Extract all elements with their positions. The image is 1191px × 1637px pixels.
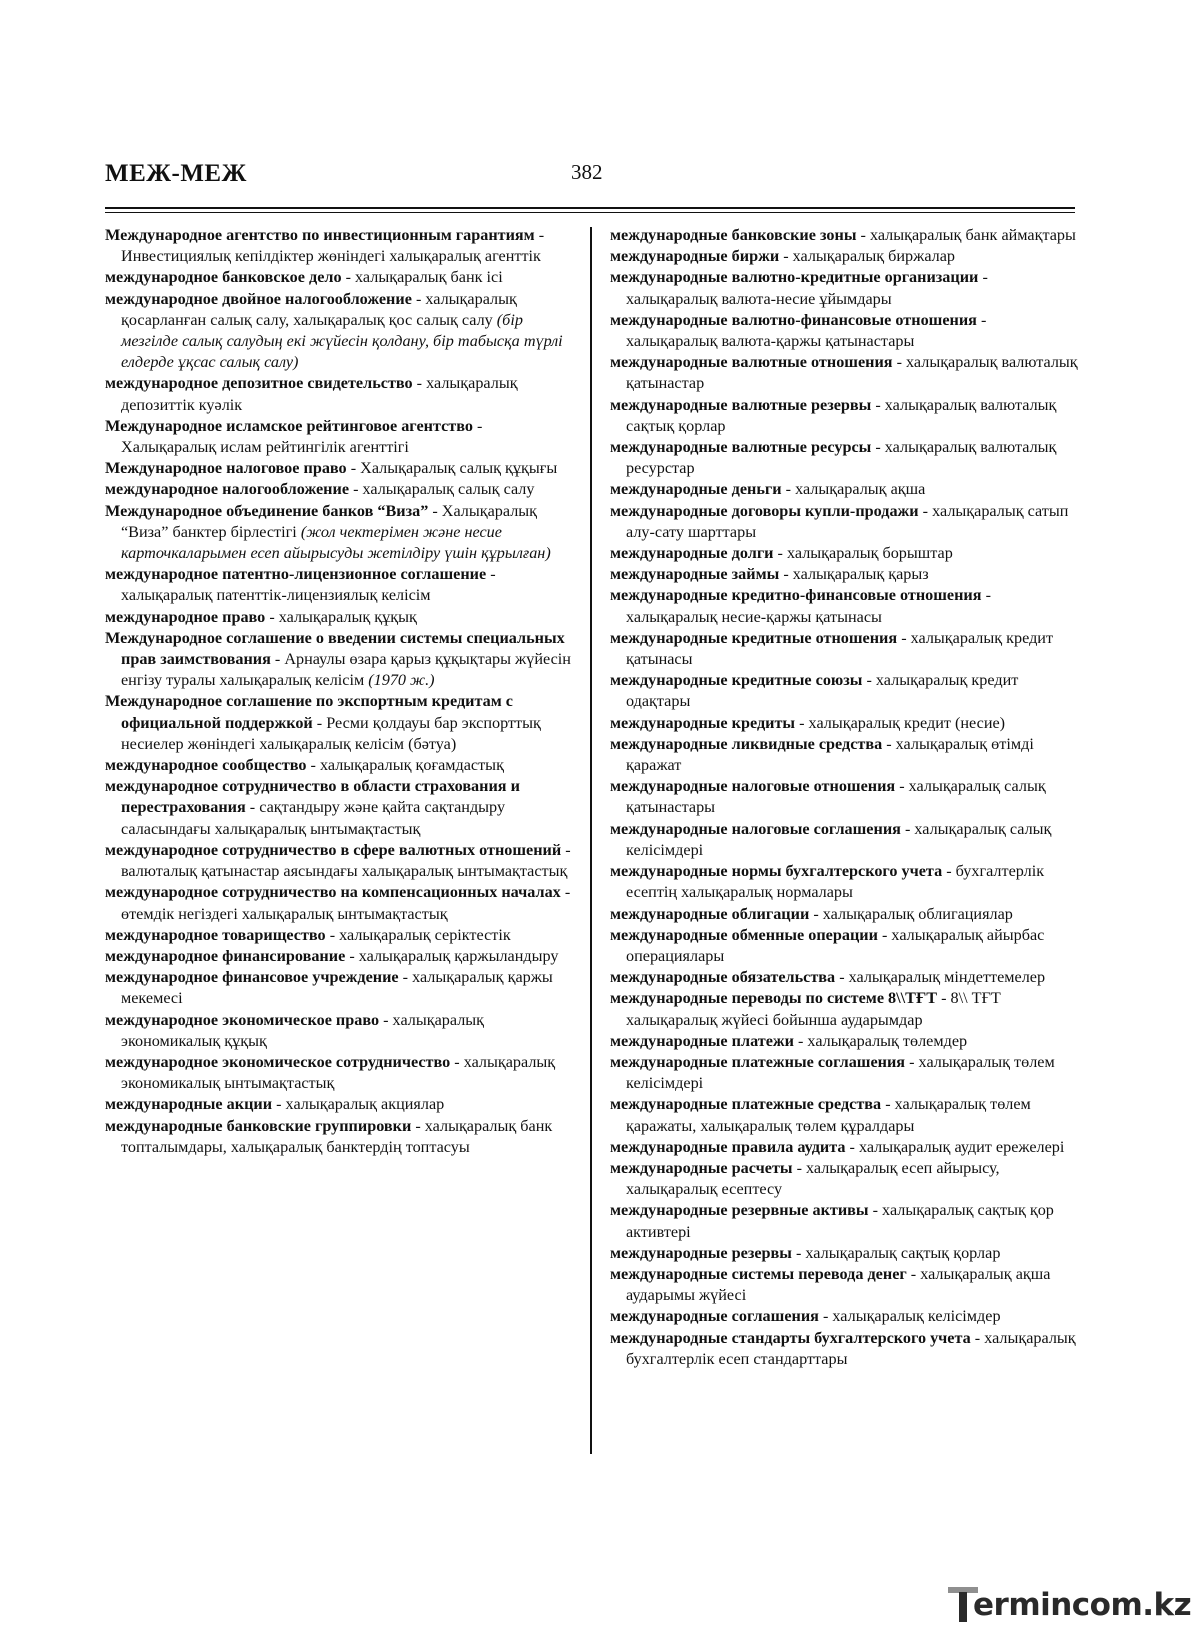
dictionary-entry	[105, 267, 575, 288]
dictionary-entry	[610, 225, 1080, 246]
dictionary-entry	[105, 925, 575, 946]
entry-definition: - халықаралық банк аймақтары	[856, 226, 1076, 244]
dictionary-entry	[105, 1094, 575, 1115]
entry-term: международное депозитное свидетельство	[105, 374, 413, 393]
entry-term: международные договоры купли-продажи	[610, 501, 919, 520]
dictionary-entry	[105, 479, 575, 500]
entry-definition: - халықаралық кредит қатынасы	[626, 628, 1054, 669]
entry-definition: - халықаралық акциялар	[272, 1095, 445, 1114]
entry-term: международные налоговые соглашения	[610, 819, 901, 838]
entry-term: международные кредитные отношения	[610, 628, 898, 647]
entry-term: международные кредиты	[610, 713, 796, 732]
entry-definition: - Инвестициялық кепілдіктер жөніндегі халықаралық агенттік	[121, 226, 545, 266]
dictionary-entry	[610, 734, 1080, 776]
dictionary-entry	[610, 904, 1080, 925]
entry-term: международные валютные отношения	[610, 353, 893, 372]
entry-term: Международное соглашение по экспортным кредитам с официальной поддержкой	[105, 692, 513, 732]
entry-definition: - халықаралық валюталық ресурстар	[626, 438, 1057, 478]
entry-definition: - халықаралық патенттік-лицензиялық келісім	[121, 565, 496, 605]
dictionary-entry	[610, 1137, 1080, 1158]
entry-term: международное экономическое право	[105, 1010, 380, 1029]
entry-definition: - халықаралық салық қатынастары	[626, 777, 1046, 817]
entry-definition: - халықаралық ақша	[781, 480, 926, 499]
dictionary-entry	[610, 670, 1080, 712]
dictionary-entry	[610, 628, 1080, 670]
column-divider	[590, 227, 592, 1454]
entry-definition: - Арнаулы өзара қарыз құқықтары жүйесін енгізу туралы халықаралық келісім	[121, 650, 571, 690]
entry-term: международные обязательства	[610, 968, 836, 987]
dictionary-entry	[610, 564, 1080, 585]
dictionary-entry	[610, 501, 1080, 543]
entry-term: международные нормы бухгалтерского учета	[610, 862, 943, 881]
entry-term: международные акции	[105, 1095, 273, 1114]
entry-term: международные банковские зоны	[610, 226, 857, 244]
entry-definition: - халықаралық депозиттік куәлік	[121, 374, 518, 414]
entry-definition: - халықаралық валюта-қаржы қатынастары	[626, 310, 987, 351]
dictionary-entry	[610, 1264, 1080, 1306]
entry-definition: - халықаралық бухгалтерлік есеп стандарттары	[626, 1328, 1076, 1368]
entry-note: (бір мезгілде салық салудың екі жүйесін қолдану, бір табысқа түрлі елдерде ұқсас салық салу)	[121, 310, 563, 372]
dictionary-entry	[105, 607, 575, 628]
entry-definition: - халықаралық салық келісімдері	[626, 819, 1052, 859]
entry-term: Международное исламское рейтинговое агентство	[105, 416, 473, 435]
entry-definition: - халықаралық экономикалық құқық	[121, 1010, 485, 1050]
dictionary-entry	[610, 776, 1080, 818]
logo-t-stem	[959, 1592, 967, 1622]
dictionary-entry	[105, 967, 575, 1009]
dictionary-entry	[105, 564, 575, 606]
header-rule-thick	[105, 207, 1075, 209]
entry-term: международное товарищество	[105, 925, 326, 944]
entry-definition: - халықаралық төлем келісімдері	[626, 1052, 1055, 1093]
dictionary-entry	[610, 819, 1080, 861]
entry-term: международные валютно-финансовые отношения	[610, 310, 977, 329]
dictionary-entry	[105, 946, 575, 967]
dictionary-entry	[610, 246, 1080, 267]
dictionary-entry	[610, 925, 1080, 967]
entry-definition: - халықаралық валюталық қатынастар	[626, 353, 1078, 393]
entry-term: международное налогообложение	[105, 480, 350, 499]
dictionary-entry	[610, 1306, 1080, 1327]
dictionary-entry	[610, 861, 1080, 903]
entry-term: международные займы	[610, 565, 780, 584]
dictionary-entry	[610, 267, 1080, 309]
right-column	[610, 225, 1080, 1370]
dictionary-entry	[610, 543, 1080, 564]
entry-definition: - Халықаралық ислам рейтингілік агенттігі	[121, 416, 483, 457]
entry-definition: - халықаралық айырбас операциялары	[626, 925, 1045, 965]
entry-definition: - халықаралық есеп айырысу, халықаралық есептесу	[626, 1158, 1000, 1199]
entry-definition: - халықаралық облигациялар	[809, 904, 1013, 923]
left-column	[105, 225, 575, 1158]
entry-definition: - халықаралық сақтық қорлар	[791, 1243, 1001, 1262]
dictionary-entry	[105, 416, 575, 458]
entry-term: международные резервные активы	[610, 1201, 869, 1220]
logo-text: ermincom.kz	[973, 1587, 1191, 1623]
dictionary-entry	[105, 755, 575, 776]
entry-term: международное сотрудничество на компенсационных началах	[105, 883, 561, 902]
entry-term: международные валютные ресурсы	[610, 438, 872, 457]
entry-definition: - халықаралық өтімді қаражат	[626, 734, 1034, 775]
dictionary-entry	[105, 501, 575, 565]
entry-definition: - халықаралық несие-қаржы қатынасы	[626, 586, 991, 626]
dictionary-entry	[105, 691, 575, 755]
entry-note: (жол чектерімен және несие карточкаларымен есеп айырысуды жетілдіру үшін құрылған)	[121, 522, 551, 563]
entry-definition: - Ресми қолдауы бар экспорттық несиелер жөніндегі халықаралық келісім (бәтуа)	[121, 713, 541, 753]
dictionary-entry	[105, 776, 575, 840]
entry-definition: - халықаралық кредит одақтары	[626, 671, 1019, 711]
entry-term: Международное соглашение о введении системы специальных прав заимствования	[105, 628, 565, 669]
entry-definition: - халықаралық қаржы мекемесі	[121, 968, 553, 1008]
page-number: 382	[571, 160, 603, 184]
entry-term: международные расчеты	[610, 1158, 793, 1177]
entry-term: международное сотрудничество в сфере валютных отношений	[105, 840, 562, 859]
dictionary-entry	[610, 967, 1080, 988]
entry-term: международные стандарты бухгалтерского учета	[610, 1328, 971, 1347]
dictionary-entry	[105, 373, 575, 415]
entry-term: международные обменные операции	[610, 925, 878, 944]
entry-definition: - халықаралық ақша аударымы жүйесі	[626, 1264, 1051, 1305]
dictionary-entry	[610, 988, 1080, 1030]
entry-term: Международное налоговое право	[105, 459, 347, 478]
dictionary-entry	[610, 1158, 1080, 1200]
entry-definition: - сақтандыру және қайта сақтандыру саласындағы халықаралық ынтымақтастық	[121, 798, 506, 838]
entry-term: международные переводы по системе 8\\ТҒТ	[610, 989, 938, 1008]
entry-term: международные системы перевода денег	[610, 1264, 907, 1283]
entry-definition: - халықаралық қарыз	[779, 565, 929, 584]
page-header	[105, 158, 1075, 210]
dictionary-entry	[105, 882, 575, 924]
entry-definition: - халықаралық құқық	[265, 607, 417, 626]
entry-definition: - халықаралық келісімдер	[818, 1307, 1001, 1326]
dictionary-entry	[610, 395, 1080, 437]
entry-definition: - халықаралық кредит (несие)	[795, 713, 1006, 732]
entry-definition: - халықаралық валюталық сақтық қорлар	[626, 395, 1057, 435]
dictionary-entry	[105, 840, 575, 882]
entry-term: международные банковские группировки	[105, 1116, 412, 1135]
dictionary-entry	[105, 628, 575, 692]
dictionary-entry	[610, 1052, 1080, 1094]
entry-term: международные валютно-кредитные организации	[610, 268, 979, 287]
entry-definition: - халықаралық қоғамдастық	[306, 756, 504, 775]
entry-term: Международное объединение банков “Виза”	[105, 501, 429, 520]
entry-definition: - Халықаралық салық құқығы	[346, 459, 558, 478]
dictionary-entry	[105, 1010, 575, 1052]
header-rule-thin	[105, 212, 1075, 213]
entry-term: международные резервы	[610, 1243, 792, 1262]
entry-term: международное финансовое учреждение	[105, 968, 399, 987]
entry-term: международное право	[105, 607, 266, 626]
dictionary-entry	[610, 713, 1080, 734]
entry-definition: - халықаралық сақтық қор активтері	[626, 1201, 1054, 1241]
entry-definition: - халықаралық қосарланған салық салу, халықаралық қос салық салу	[121, 289, 517, 329]
entry-term: международное патентно-лицензионное соглашение	[105, 565, 487, 584]
entry-term: международные долги	[610, 544, 774, 563]
entry-term: международные платежные соглашения	[610, 1052, 906, 1071]
entry-definition: - халықаралық төлем қаражаты, халықаралық төлем құралдары	[626, 1095, 1031, 1135]
entry-term: международные кредитно-финансовые отношения	[610, 586, 982, 605]
dictionary-entry	[610, 437, 1080, 479]
entry-term: международные правила аудита	[610, 1137, 846, 1156]
dictionary-entry	[610, 310, 1080, 352]
entry-definition: - халықаралық банк ісі	[341, 268, 503, 287]
entry-definition: - халықаралық валюта-несие ұйымдары	[626, 268, 988, 308]
entry-term: международные облигации	[610, 904, 810, 923]
entry-definition: - халықаралық экономикалық ынтымақтастық	[121, 1052, 556, 1093]
entry-definition: - Халықаралық “Виза” банктер бірлестігі	[121, 501, 538, 541]
entry-definition: - халықаралық банк топталымдары, халықаралық банктердің топтасуы	[121, 1116, 553, 1156]
entry-definition: - халықаралық биржалар	[779, 247, 955, 266]
entry-definition: - халықаралық төлемдер	[793, 1031, 968, 1050]
entry-definition: - валюталық қатынастар аясындағы халықаралық ынтымақтастық	[121, 840, 571, 881]
dictionary-entry	[105, 1052, 575, 1094]
entry-definition: - өтемдік негіздегі халықаралық ынтымақтастық	[121, 883, 571, 923]
entry-term: международные платежные средства	[610, 1095, 882, 1114]
dictionary-entry	[105, 289, 575, 374]
dictionary-entry	[610, 1094, 1080, 1136]
entry-definition: - халықаралық сатып алу-сату шарттары	[626, 501, 1069, 541]
dictionary-entry	[610, 479, 1080, 500]
entry-term: международные биржи	[610, 247, 780, 266]
entry-definition: - халықаралық аудит ережелері	[845, 1137, 1065, 1156]
entry-term: международное банковское дело	[105, 268, 342, 287]
entry-note: (1970 ж.)	[368, 671, 435, 690]
header-title: МЕЖ-МЕЖ	[105, 160, 247, 187]
dictionary-entry	[610, 585, 1080, 627]
entry-term: международное сообщество	[105, 756, 307, 775]
entry-term: международные налоговые отношения	[610, 777, 896, 796]
entry-definition: - халықаралық серіктестік	[325, 925, 511, 944]
dictionary-entry	[105, 458, 575, 479]
dictionary-entry	[610, 1328, 1080, 1370]
entry-term: международные валютные резервы	[610, 395, 872, 414]
entry-definition: - 8\\ ТҒТ халықаралық жүйесі бойынша аударымдар	[626, 989, 1001, 1029]
dictionary-entry	[610, 1031, 1080, 1052]
entry-definition: - бухгалтерлік есептің халықаралық нормалары	[626, 862, 1045, 902]
entry-term: международное экономическое сотрудничество	[105, 1052, 451, 1071]
entry-term: международные деньги	[610, 480, 782, 499]
dictionary-entry	[610, 1243, 1080, 1264]
entry-term: международное финансирование	[105, 946, 346, 965]
dictionary-entry	[610, 352, 1080, 394]
entry-definition: - халықаралық қаржыландыру	[345, 946, 559, 965]
entry-term: международные кредитные союзы	[610, 671, 863, 690]
dictionary-entry	[610, 1200, 1080, 1242]
entry-term: Международное агентство по инвестиционным гарантиям	[105, 226, 535, 244]
dictionary-entry	[105, 225, 575, 267]
entry-term: международные соглашения	[610, 1307, 819, 1326]
termincom-logo	[946, 1585, 1191, 1627]
entry-term: международные ликвидные средства	[610, 734, 883, 753]
entry-term: международные платежи	[610, 1031, 794, 1050]
entry-definition: - халықаралық борыштар	[773, 544, 953, 563]
entry-term: международное сотрудничество в области страхования и перестрахования	[105, 777, 520, 817]
entry-definition: - халықаралық салық салу	[349, 480, 535, 499]
entry-definition: - халықаралық міндеттемелер	[835, 968, 1046, 987]
entry-term: международное двойное налогообложение	[105, 289, 412, 308]
dictionary-entry	[105, 1116, 575, 1158]
